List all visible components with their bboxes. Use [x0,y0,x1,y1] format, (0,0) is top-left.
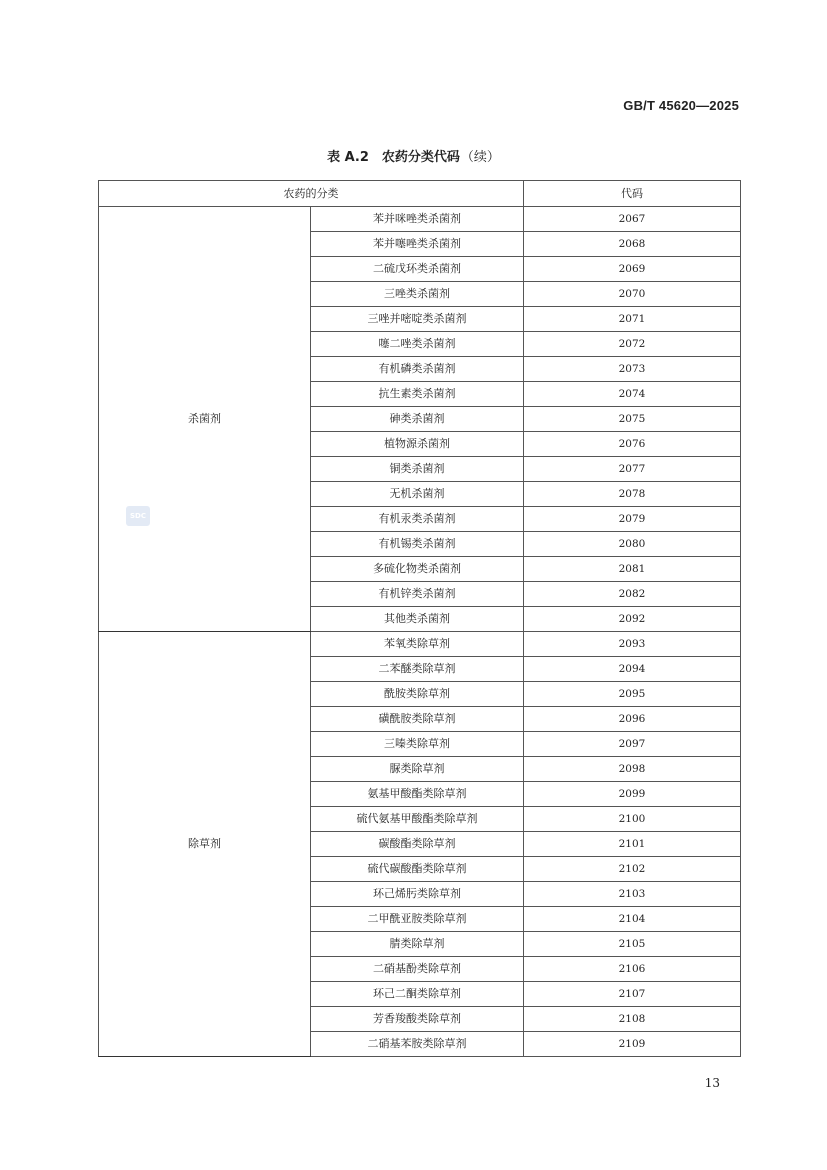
code-cell: 2094 [524,657,741,682]
subcategory-cell: 硫代氨基甲酸酯类除草剂 [311,807,524,832]
code-cell: 2098 [524,757,741,782]
table-row [99,632,741,657]
pesticide-classification-table [98,180,741,1057]
subcategory-cell: 有机汞类杀菌剂 [311,507,524,532]
code-cell: 2068 [524,232,741,257]
code-cell: 2096 [524,707,741,732]
code-cell: 2108 [524,1007,741,1032]
table-title-main: 表 A.2 农药分类代码 [327,150,460,165]
table-row [99,207,741,232]
subcategory-cell: 二硝基酚类除草剂 [311,957,524,982]
subcategory-cell: 植物源杀菌剂 [311,432,524,457]
subcategory-cell: 有机锌类杀菌剂 [311,582,524,607]
table-title-continued: （续） [460,150,500,165]
code-cell: 2103 [524,882,741,907]
code-cell: 2101 [524,832,741,857]
subcategory-cell: 无机杀菌剂 [311,482,524,507]
header-category: 农药的分类 [99,181,524,207]
code-cell: 2097 [524,732,741,757]
subcategory-cell: 环己二酮类除草剂 [311,982,524,1007]
subcategory-cell: 苯并咪唑类杀菌剂 [311,207,524,232]
subcategory-cell: 碳酸酯类除草剂 [311,832,524,857]
table-title [0,146,827,165]
code-cell: 2077 [524,457,741,482]
code-cell: 2092 [524,607,741,632]
subcategory-cell: 二硝基苯胺类除草剂 [311,1032,524,1057]
watermark-logo: SDC [126,506,150,526]
code-cell: 2102 [524,857,741,882]
code-cell: 2099 [524,782,741,807]
code-cell: 2072 [524,332,741,357]
code-cell: 2073 [524,357,741,382]
category-cell: 杀菌剂 [99,207,311,632]
code-cell: 2076 [524,432,741,457]
code-cell: 2079 [524,507,741,532]
page-number: 13 [704,1076,720,1090]
subcategory-cell: 腈类除草剂 [311,932,524,957]
code-cell: 2067 [524,207,741,232]
subcategory-cell: 二硫戊环类杀菌剂 [311,257,524,282]
category-cell: 除草剂 [99,632,311,1057]
code-cell: 2095 [524,682,741,707]
subcategory-cell: 酰胺类除草剂 [311,682,524,707]
code-cell: 2106 [524,957,741,982]
code-cell: 2093 [524,632,741,657]
code-cell: 2100 [524,807,741,832]
code-cell: 2069 [524,257,741,282]
subcategory-cell: 抗生素类杀菌剂 [311,382,524,407]
subcategory-cell: 铜类杀菌剂 [311,457,524,482]
standard-code: GB/T 45620—2025 [623,98,739,113]
code-cell: 2080 [524,532,741,557]
subcategory-cell: 二甲酰亚胺类除草剂 [311,907,524,932]
subcategory-cell: 多硫化物类杀菌剂 [311,557,524,582]
subcategory-cell: 三嗪类除草剂 [311,732,524,757]
code-cell: 2074 [524,382,741,407]
subcategory-cell: 砷类杀菌剂 [311,407,524,432]
subcategory-cell: 有机锡类杀菌剂 [311,532,524,557]
subcategory-cell: 磺酰胺类除草剂 [311,707,524,732]
code-cell: 2105 [524,932,741,957]
subcategory-cell: 硫代碳酸酯类除草剂 [311,857,524,882]
subcategory-cell: 苯并噻唑类杀菌剂 [311,232,524,257]
table-header-row [99,181,741,207]
subcategory-cell: 三唑并嘧啶类杀菌剂 [311,307,524,332]
code-cell: 2109 [524,1032,741,1057]
subcategory-cell: 噻二唑类杀菌剂 [311,332,524,357]
code-cell: 2107 [524,982,741,1007]
code-cell: 2078 [524,482,741,507]
subcategory-cell: 三唑类杀菌剂 [311,282,524,307]
code-cell: 2082 [524,582,741,607]
subcategory-cell: 苯氧类除草剂 [311,632,524,657]
subcategory-cell: 有机磷类杀菌剂 [311,357,524,382]
subcategory-cell: 二苯醚类除草剂 [311,657,524,682]
subcategory-cell: 环己烯肟类除草剂 [311,882,524,907]
subcategory-cell: 氨基甲酸酯类除草剂 [311,782,524,807]
header-code: 代码 [524,181,741,207]
code-cell: 2070 [524,282,741,307]
subcategory-cell: 脲类除草剂 [311,757,524,782]
code-cell: 2075 [524,407,741,432]
subcategory-cell: 其他类杀菌剂 [311,607,524,632]
code-cell: 2081 [524,557,741,582]
subcategory-cell: 芳香羧酸类除草剂 [311,1007,524,1032]
table-body [99,207,741,1057]
code-cell: 2104 [524,907,741,932]
code-cell: 2071 [524,307,741,332]
